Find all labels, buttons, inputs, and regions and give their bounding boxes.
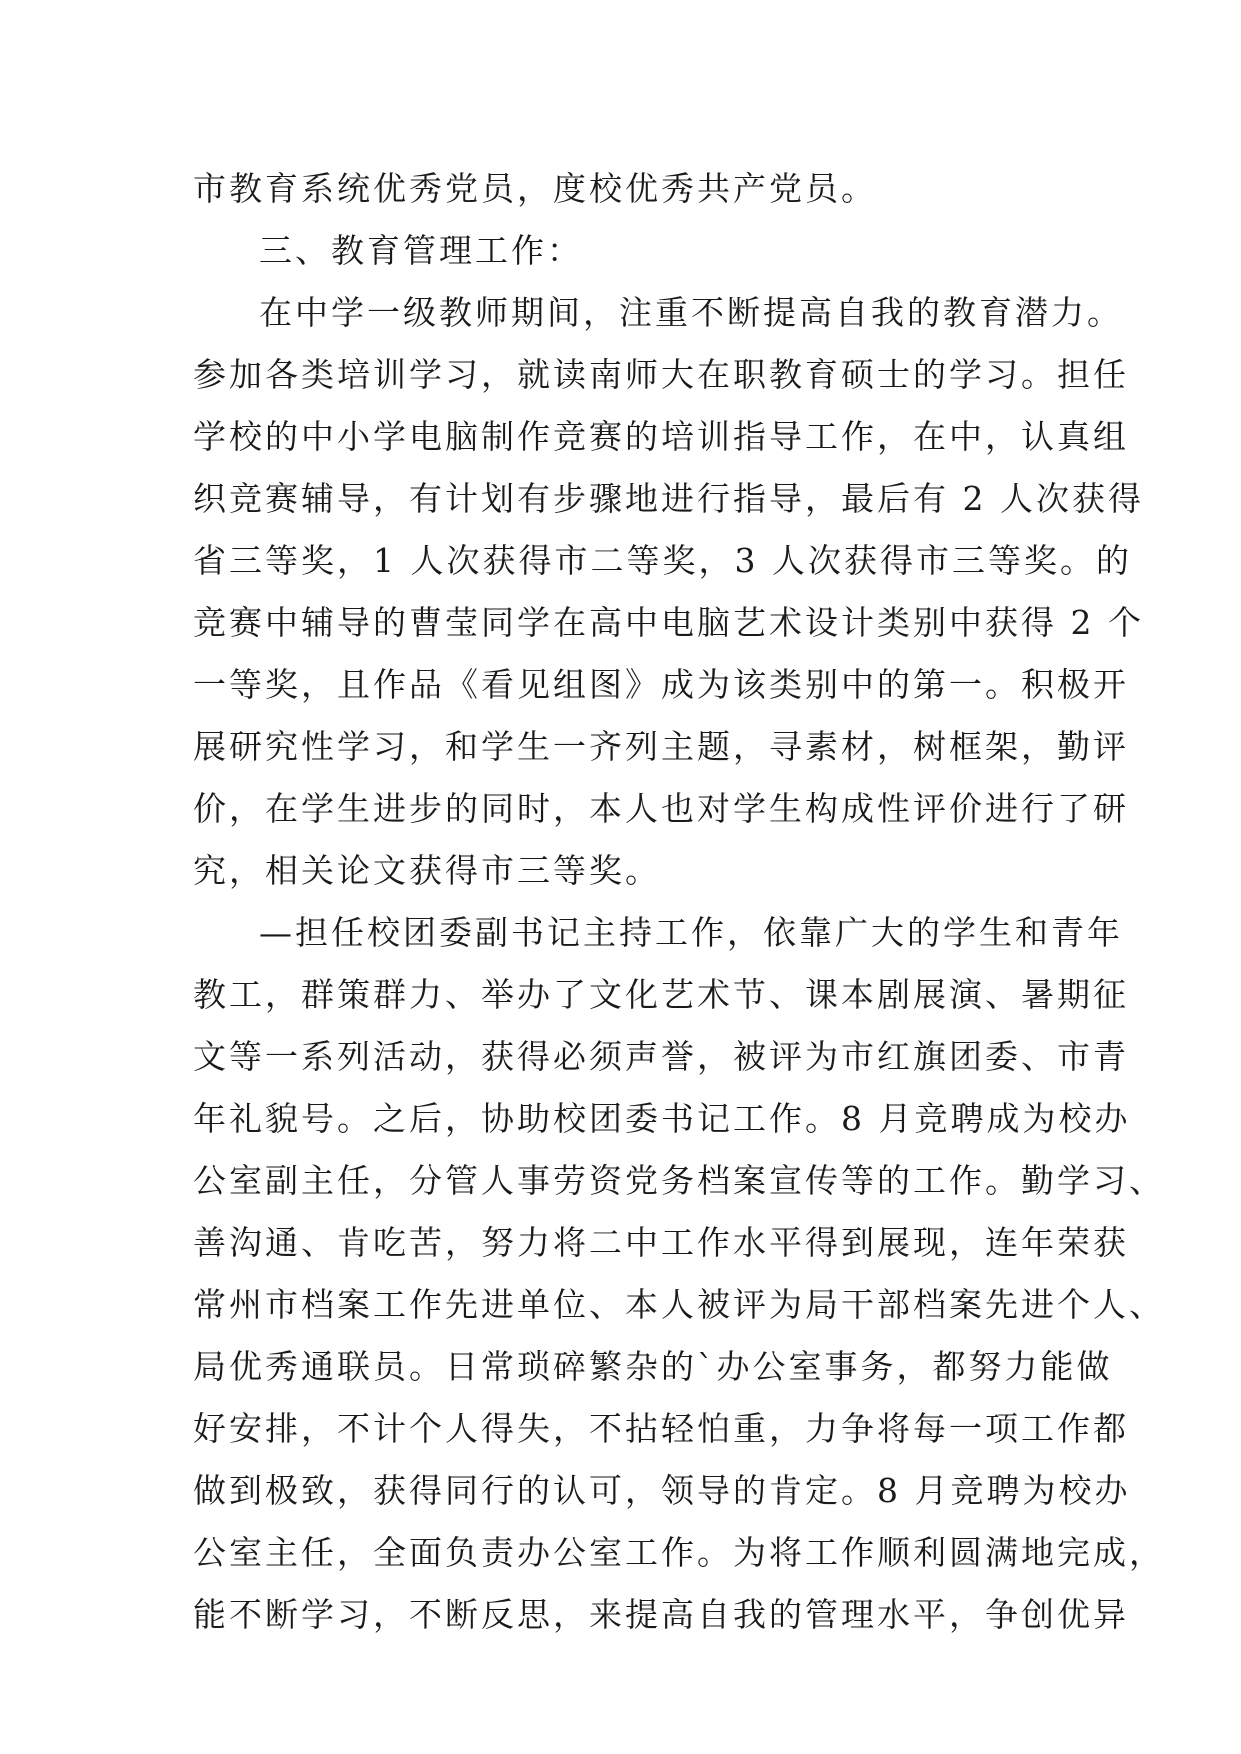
- document-body: [193, 158, 1165, 1646]
- text-line: 一等奖，且作品《看见组图》成为该类别中的第一。积极开: [193, 665, 1129, 704]
- text-line: 价，在学生进步的同时，本人也对学生构成性评价进行了研: [193, 789, 1129, 828]
- paragraph-first-line: —担任校团委副书记主持工作，依靠广大的学生和青年: [259, 913, 1123, 952]
- text-line: 学校的中小学电脑制作竞赛的培训指导工作，在中，认真组: [193, 417, 1129, 456]
- text-line: 织竞赛辅导，有计划有步骤地进行指导，最后有 2 人次获得: [193, 479, 1144, 518]
- section-heading: 三、教育管理工作：: [259, 231, 583, 270]
- text-line: 能不断学习，不断反思，来提高自我的管理水平，争创优异: [193, 1595, 1129, 1634]
- text-line: 善沟通、肯吃苦，努力将二中工作水平得到展现，连年荣获: [193, 1223, 1129, 1262]
- text-line: 年礼貌号。之后，协助校团委书记工作。8 月竞聘成为校办: [193, 1099, 1131, 1138]
- text-line: 做到极致，获得同行的认可，领导的肯定。8 月竞聘为校办: [193, 1471, 1131, 1510]
- text-line: 究，相关论文获得市三等奖。: [193, 851, 661, 890]
- text-line: 教工，群策群力、举办了文化艺术节、课本剧展演、暑期征: [193, 975, 1129, 1014]
- text-line: 常州市档案工作先进单位、本人被评为局干部档案先进个人、: [193, 1285, 1165, 1324]
- text-line: 参加各类培训学习，就读南师大在职教育硕士的学习。担任: [193, 355, 1129, 394]
- text-line: 文等一系列活动，获得必须声誉，被评为市红旗团委、市青: [193, 1037, 1129, 1076]
- text-line: 省三等奖，1 人次获得市二等奖，3 人次获得市三等奖。的: [193, 541, 1132, 580]
- text-line: 公室主任，全面负责办公室工作。为将工作顺利圆满地完成，: [193, 1533, 1165, 1572]
- text-line: 公室副主任，分管人事劳资党务档案宣传等的工作。勤学习、: [193, 1161, 1165, 1200]
- text-line: 竞赛中辅导的曹莹同学在高中电脑艺术设计类别中获得 2 个: [193, 603, 1144, 642]
- text-line: 好安排，不计个人得失，不拈轻怕重，力争将每一项工作都: [193, 1409, 1129, 1448]
- paragraph-first-line: 在中学一级教师期间，注重不断提高自我的教育潜力。: [259, 293, 1123, 332]
- text-line: 局优秀通联员。日常琐碎繁杂的`办公室事务，都努力能做: [193, 1347, 1113, 1386]
- text-line: 市教育系统优秀党员，度校优秀共产党员。: [193, 169, 877, 208]
- text-line: 展研究性学习，和学生一齐列主题，寻素材，树框架，勤评: [193, 727, 1129, 766]
